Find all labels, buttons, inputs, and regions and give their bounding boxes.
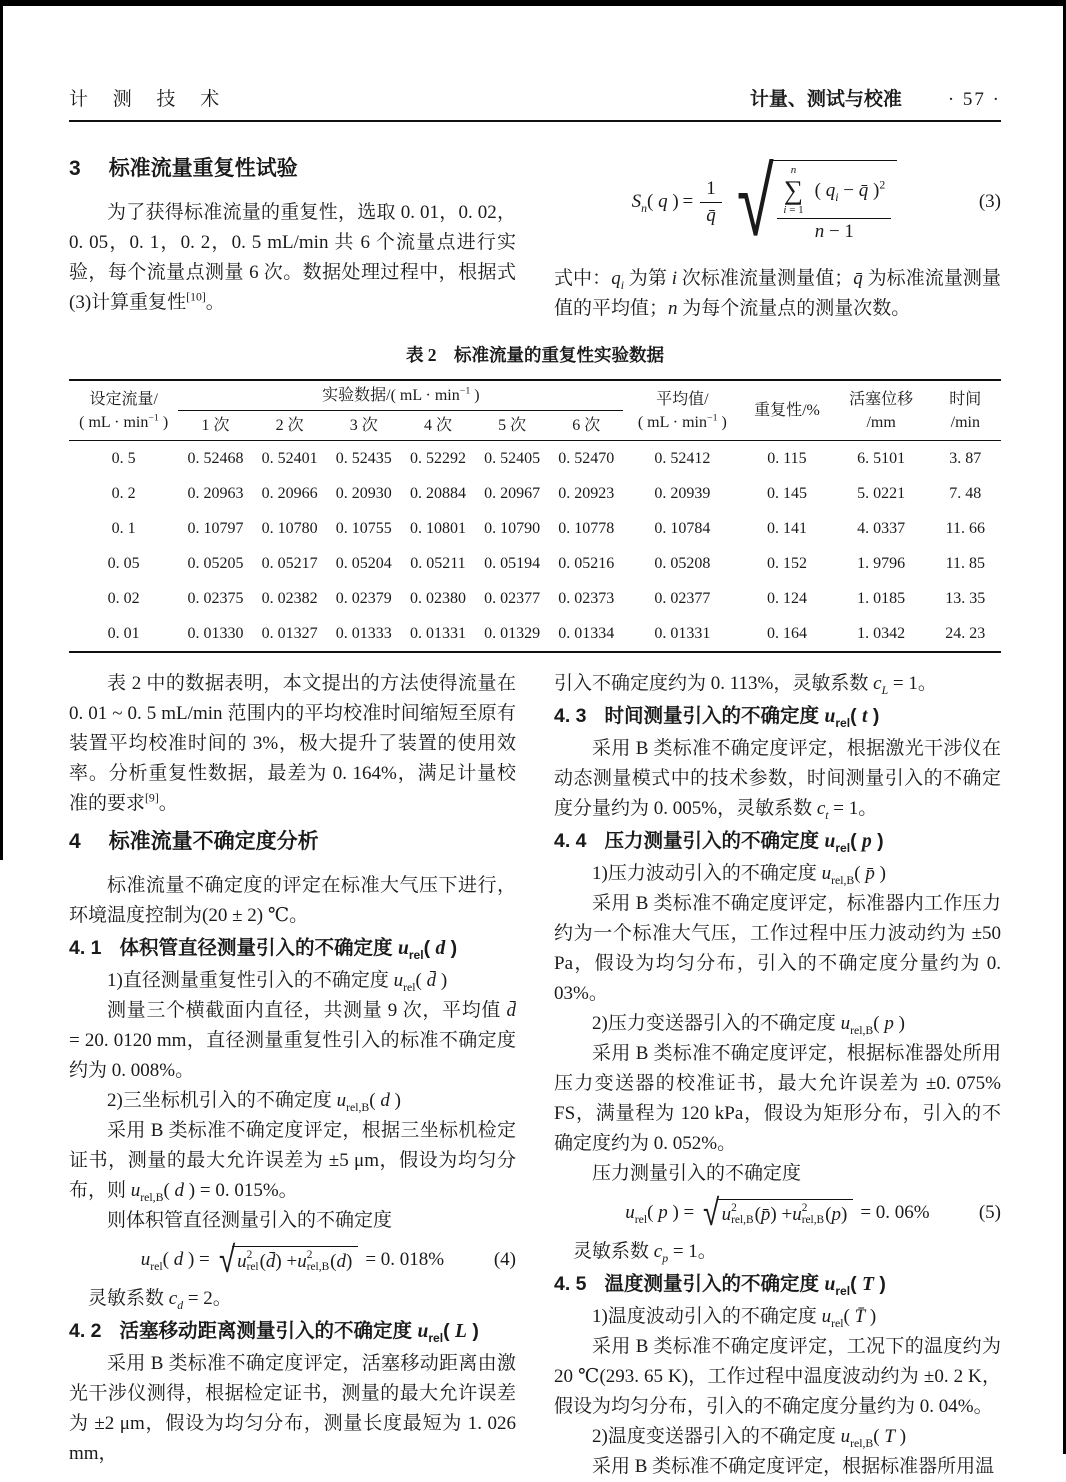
table-2-figure [69,342,1001,653]
table-cell: 0. 02379 [335,589,392,607]
subsection-title: 体积管直径测量引入的不确定度 $u_{rel}$( d ) [119,937,458,963]
paragraph: 采用 B 类标准不确定度评定，根据三坐标机检定证书，测量的最大允许误差为 ±5 μm，假设为均匀分布，则 $u_{rel,B}$( d ) = 0. 015%。 [69,1120,516,1205]
table-cell: 0. 05216 [558,554,615,572]
table-cell: 0. 05208 [654,554,711,572]
col-header-run: 4 次 [423,417,452,435]
section-title: 标准流量不确定度分析 [108,830,319,854]
top-columns [69,146,1001,324]
table-cell: 0. 20923 [558,484,615,502]
equation-lhs: $u_{rel}$( p ) = [625,1201,695,1226]
section-4-heading [69,825,516,855]
table-cell: 0. 52401 [261,449,318,467]
radical-body: u 2 rel,B ( p̄ ) + u 2 rel,B ( p ) [717,1199,854,1227]
col-header-time: 时间 /min [949,390,982,431]
table-cell: 0. 10797 [187,519,244,537]
radical [701,1191,853,1235]
table-cell: 0. 10801 [409,519,466,537]
section-3-heading [69,152,516,182]
fraction-numerator: 1 [700,177,722,203]
table-cell: 0. 5 [111,449,136,467]
table-cell: 0. 05194 [484,554,541,572]
subsection-4-5-heading [554,1269,1001,1300]
table-cell: 0. 01329 [484,624,541,642]
table-2-caption: 表 2 标准流量的重复性实验数据 [405,345,665,365]
paragraph: 2)压力变送器引入的不确定度 $u_{rel,B}$( p ) [592,1013,905,1038]
table-row [69,581,1001,616]
table-cell: 0. 10780 [261,519,318,537]
sum-expression: ( $q_i$ − q̄ )$^2$ [814,178,886,204]
equation-number: (3) [978,191,1001,212]
table-cell: 0. 02382 [261,589,318,607]
paragraph: 1)压力波动引入的不确定度 $u_{rel,B}$( p̄ ) [592,863,886,888]
fraction-numerator [777,164,891,218]
paragraph: 灵敏系数 $c_p = 1$。 [573,1240,717,1265]
table-cell: 1. 0342 [857,624,906,642]
table-cell: 0. 124 [766,589,807,607]
col-header-run: 5 次 [498,417,527,435]
paragraph: 2)温度变送器引入的不确定度 $u_{rel,B}$( T ) [592,1425,907,1450]
section-number: 3 [69,157,81,180]
table-cell: 0. 02377 [484,589,541,607]
equation-number: (5) [978,1201,1001,1223]
page-number: · 57 · [947,89,1001,110]
table-2 [69,379,1001,653]
bottom-left-column [69,669,516,1481]
table-2-header [69,380,1001,441]
table-cell: 1. 0185 [857,589,906,607]
table-row [69,476,1001,511]
fraction-denominator: q̄ [706,204,716,226]
table-cell: 0. 20966 [261,484,318,502]
top-right-column [554,146,1001,324]
paragraph: 1)直径测量重复性引入的不确定度 $u_{rel}$( d̄ ) [107,970,448,995]
radical-body: u 2 rel ( d̄ ) + u 2 rel,B ( d ) [232,1246,358,1274]
page [3,6,1063,1477]
subsection-4-4-heading [554,826,1001,857]
paragraph: 压力测量引入的不确定度 [592,1163,802,1185]
table-cell: 0. 1 [111,519,136,537]
col-header-run: 2 次 [275,417,304,435]
top-left-column [69,146,516,324]
paragraph: 灵敏系数 $c_d = 2$。 [88,1287,232,1312]
table-cell: 0. 05204 [335,554,392,572]
table-cell: 0. 141 [766,519,807,537]
subsection-number: 4. 4 [554,830,587,853]
table-cell: 0. 01334 [558,624,615,642]
col-header-experiment-data: 实验数据/( mL · $\min^{-1}$ ) [178,380,623,411]
subsection-title: 压力测量引入的不确定度 $u_{rel}$( p ) [604,830,884,856]
paragraph: 引入不确定度约为 0. 113%，灵敏系数 $c_L = 1$。 [554,673,937,698]
sum-lower-limit: i = 1 [783,204,804,217]
paragraph: 采用 B 类标准不确定度评定，工况下的温度约为 20 ℃(293. 65 K)，工作过程中温度波动约为 ±0. 2 K，假设为均匀分布，引入的不确定度分量约为 0. 04%。 [554,1335,1001,1417]
table-2-body [69,441,1001,653]
table-cell: 13. 35 [945,589,986,607]
col-header-run: 3 次 [349,417,378,435]
table-cell: 0. 02 [107,589,140,607]
table-cell: 0. 20930 [335,484,392,502]
table-cell: 5. 0221 [857,484,906,502]
equation-3 [554,145,1001,258]
table-cell: 6. 5101 [857,449,906,467]
subsection-4-3-heading [554,701,1001,732]
subsection-number: 4. 3 [554,705,587,728]
col-header-set-flow: 设定流量/ ( mL · $\min^{-1}$ ) [79,390,169,431]
table-cell: 0. 01330 [187,624,244,642]
table-cell: 0. 10784 [654,519,711,537]
table-cell: 0. 52405 [484,449,541,467]
table-cell: 0. 05217 [261,554,318,572]
header-right [750,84,1001,111]
equation-4 [69,1238,516,1282]
sqrt-icon: √ [736,145,774,258]
table-cell: 0. 05211 [410,554,466,572]
fraction [700,177,722,228]
table-cell: 11. 85 [945,554,985,572]
table-cell: 1. 9796 [857,554,906,572]
table-row [69,616,1001,652]
paragraph: 采用 B 类标准不确定度评定，根据标准器处所用压力变送器的校准证书，最大允许误差为 ±0. 075% FS，满量程为 120 kPa，假设为矩形分布，引入的不确定度约为 0. 052%。 [554,1043,1001,1155]
fraction-denominator: n − 1 [814,220,854,242]
equation-number: (4) [493,1248,516,1270]
fraction [777,164,891,243]
table-row [69,441,1001,477]
section-3-paragraph: 为了获得标准流量的重复性，选取 0. 01，0. 02，0. 05，0. 1，0. 2，0. 5 mL/min 共 6 个流量点进行实验，每个流量点测量 6 次。数据处理过程中，根据式(3)计算重复性[10]。 [69,202,516,313]
table-cell: 0. 52435 [335,449,392,467]
page-body [69,146,1001,1482]
col-header-piston: 活塞位移 /mm [849,390,914,431]
table-cell: 24. 23 [945,624,986,642]
radical [217,1238,359,1282]
equation-5-body [625,1191,930,1235]
table-cell: 0. 01327 [261,624,318,642]
bottom-right-column [554,669,1001,1481]
col-header-run: 1 次 [201,417,230,435]
equation-lhs: $S_n$( q ) = [631,191,694,215]
table-cell: 11. 66 [945,519,985,537]
sigma-symbol: ∑ [783,175,804,206]
equation-4-body [140,1238,445,1282]
paragraph: 则体积管直径测量引入的不确定度 [107,1210,393,1232]
col-header-run: 6 次 [572,417,601,435]
paragraph: 采用 B 类标准不确定度评定，标准器内工作压力约为一个标准大气压，工作过程中压力波动约为 ±50 Pa，假设为均匀分布，引入的不确定度分量约为 0. 03%。 [554,893,1001,1005]
summation-icon [783,164,803,216]
col-header-repeatability: 重复性/% [754,402,820,420]
table-cell: 0. 01331 [654,624,711,642]
paragraph: 2)三坐标机引入的不确定度 $u_{rel,B}$( d ) [107,1090,401,1115]
table-cell: 0. 01333 [335,624,392,642]
table-cell: 0. 10755 [335,519,392,537]
sum-upper-limit: n [790,164,797,177]
paragraph: 采用 B 类标准不确定度评定，根据标准器所用温 [592,1455,995,1477]
table-cell: 0. 10790 [484,519,541,537]
table-cell: 0. 52292 [409,449,466,467]
sqrt-icon: √ [218,1238,236,1282]
table-cell: 4. 0337 [857,519,906,537]
equation-3-body [631,145,898,258]
table-row [69,546,1001,581]
page-header [69,84,1001,122]
table-cell: 0. 52412 [654,449,711,467]
table-cell: 0. 20967 [484,484,541,502]
table-cell: 0. 20884 [409,484,466,502]
subsection-title: 温度测量引入的不确定度 $u_{rel}$( T ) [604,1272,886,1298]
table-cell: 0. 02373 [558,589,615,607]
table-cell: 0. 02380 [409,589,466,607]
paragraph: 采用 B 类标准不确定度评定，活塞移动距离由激光干涉仪测得，根据检定证书，测量的最大允许误差为 ±2 μm，假设为均匀分布，测量长度最短为 1. 026 mm， [69,1352,516,1464]
table-cell: 0. 10778 [558,519,615,537]
table-cell: 3. 87 [949,449,982,467]
equation-lhs: $u_{rel}$( d ) = [140,1248,210,1273]
table-cell: 0. 152 [766,554,807,572]
table-cell: 0. 52468 [187,449,244,467]
table-cell: 0. 05 [107,554,140,572]
table-cell: 0. 164 [766,624,807,642]
journal-name: 计 测 技 术 [69,89,230,110]
bottom-columns [69,669,1001,1481]
paragraph: 表 2 中的数据表明，本文提出的方法使得流量在 0. 01 ~ 0. 5 mL/min 范围内的平均校准时间缩短至原有装置平均校准时间的 3%，极大提升了装置的使用效率。分析重复性数据，最差为 0. 164%，满足计量校准的要求[9]。 [69,673,516,815]
equation-3-note: 式中：$q_i$ 为第 i 次标准流量测量值；q̄ 为标准流量测量值的平均值；n 为每个流量点的测量次数。 [554,268,1001,319]
table-cell: 0. 52470 [558,449,615,467]
col-header-average: 平均值/ ( mL · $\min^{-1}$ ) [637,390,727,431]
table-cell: 0. 20939 [654,484,711,502]
subsection-title: 时间测量引入的不确定度 $u_{rel}$( t ) [604,705,880,731]
paragraph: 1)温度波动引入的不确定度 $u_{rel}$( T̄ ) [592,1305,877,1330]
section-number: 4 [69,830,81,854]
subsection-number: 4. 1 [69,937,102,960]
table-cell: 0. 05205 [187,554,244,572]
paragraph: 标准流量不确定度的评定在标准大气压下进行，环境温度控制为(20 ± 2) ℃。 [69,875,516,927]
table-cell: 0. 02375 [187,589,244,607]
table-cell: 0. 115 [767,449,807,467]
paragraph: 采用 B 类标准不确定度评定，根据激光干涉仪在动态测量模式中的技术参数，时间测量引入的不确定度分量约为 0. 005%，灵敏系数 $c_t = 1$。 [554,738,1001,823]
subsection-4-2-heading [69,1316,516,1347]
paragraph: 测量三个横截面内直径，共测量 9 次，平均值 d̄ = 20. 0120 mm，直径测量重复性引入的标准不确定度约为 0. 008%。 [69,1000,516,1082]
equation-rhs: = 0. 06% [860,1201,930,1223]
subsection-4-1-heading [69,933,516,964]
radical-body [772,160,897,243]
table-cell: 7. 48 [949,484,982,502]
subsection-number: 4. 2 [69,1319,102,1342]
table-cell: 0. 2 [111,484,136,502]
sqrt-icon: √ [703,1191,720,1235]
equation-5 [554,1191,1001,1235]
section-title: 标准流量重复性试验 [108,157,298,180]
radical [729,145,898,258]
table-cell: 0. 01331 [409,624,466,642]
table-cell: 0. 20963 [187,484,244,502]
table-cell: 0. 01 [107,624,140,642]
table-cell: 0. 145 [766,484,807,502]
equation-rhs: = 0. 018% [365,1248,445,1270]
subsection-number: 4. 5 [554,1272,587,1295]
table-row [69,511,1001,546]
table-cell: 0. 02377 [654,589,711,607]
subsection-title: 活塞移动距离测量引入的不确定度 $u_{rel}$( L ) [119,1319,479,1345]
column-title: 计量、测试与校准 [749,89,902,110]
